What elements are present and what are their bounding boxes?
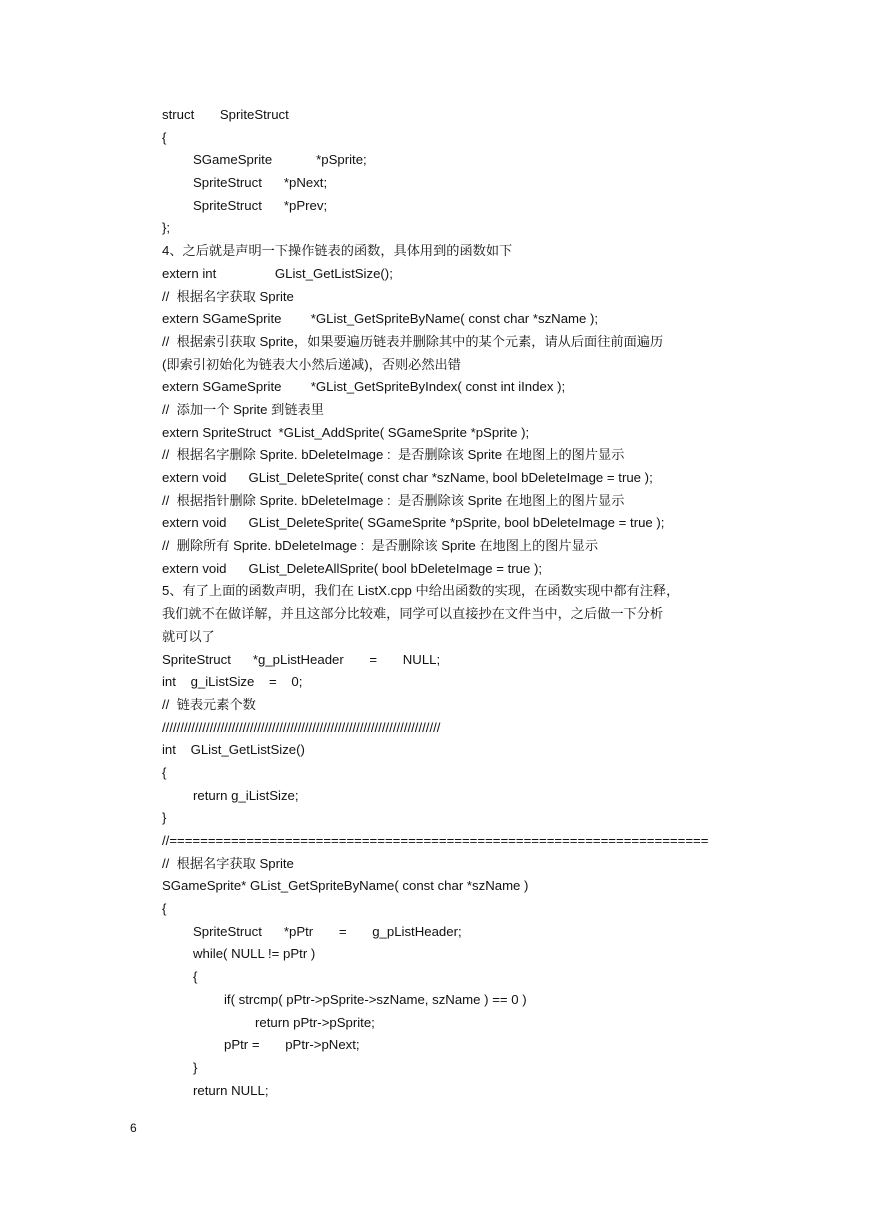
code-line: extern void GList_DeleteAllSprite( bool bDeleteImage = true );: [162, 560, 543, 576]
text-line: 就可以了: [162, 628, 215, 644]
code-line: if( strcmp( pPtr->pSprite->szName, szName ) == 0 ): [224, 991, 527, 1007]
code-line: while( NULL != pPtr ): [193, 946, 316, 962]
code-line: extern void GList_DeleteSprite( SGameSprite *pSprite, bool bDeleteImage = true );: [162, 515, 665, 531]
text-line: 4、之后就是声明一下操作链表的函数，具体用到的函数如下: [162, 243, 513, 259]
code-line: int g_iListSize = 0;: [162, 674, 303, 690]
code-line: extern void GList_DeleteSprite( const char *szName, bool bDeleteImage = true );: [162, 470, 653, 485]
code-line: }: [193, 1059, 198, 1075]
code-line: }: [162, 810, 167, 826]
comment-line: (即索引初始化为链表大小然后递减)，否则必然出错: [162, 356, 461, 372]
document-body: [162, 104, 762, 1102]
comment-line: // 根据名字删除 Sprite. bDeleteImage : 是否删除该 Sprite 在地图上的图片显示: [162, 447, 625, 463]
code-line: extern int GList_GetListSize();: [162, 265, 393, 281]
code-line: return pPtr->pSprite;: [255, 1014, 375, 1030]
code-line: {: [193, 969, 198, 985]
page-number: 6: [130, 1121, 137, 1135]
code-line: extern SGameSprite *GList_GetSpriteByName( const char *szName );: [162, 311, 599, 327]
code-line: SpriteStruct *pPtr = g_pListHeader;: [193, 923, 462, 939]
separator-line: ////////////////////////////////////////////////////////////////////////////: [162, 719, 441, 735]
code-line: SpriteStruct *g_pListHeader = NULL;: [162, 651, 441, 667]
comment-line: // 根据索引获取 Sprite，如果要遍历链表并删除其中的某个元素，请从后面往前面遍历: [162, 333, 664, 349]
code-line: return NULL;: [193, 1082, 269, 1098]
comment-line: // 删除所有 Sprite. bDeleteImage : 是否删除该 Sprite 在地图上的图片显示: [162, 538, 599, 554]
code-line: SpriteStruct *pNext;: [193, 175, 328, 191]
text-line: 5、有了上面的函数声明，我们在 ListX.cpp 中给出函数的实现，在函数实现中都有注释，: [162, 583, 680, 599]
comment-line: // 链表元素个数: [162, 696, 256, 712]
code-line: SGameSprite *pSprite;: [193, 152, 367, 168]
code-line: int GList_GetListSize(): [162, 742, 305, 758]
code-line: pPtr = pPtr->pNext;: [224, 1037, 360, 1053]
comment-line: // 根据名字获取 Sprite: [162, 855, 294, 871]
separator-line: //======================================================================: [162, 833, 709, 848]
code-line: };: [162, 220, 171, 236]
code-line: SGameSprite* GList_GetSpriteByName( const char *szName ): [162, 878, 529, 894]
text-line: 我们就不在做详解，并且这部分比较难，同学可以直接抄在文件当中，之后做一下分析: [162, 606, 664, 622]
code-line: extern SGameSprite *GList_GetSpriteByIndex( const int iIndex );: [162, 379, 566, 395]
comment-line: // 根据指针删除 Sprite. bDeleteImage : 是否删除该 Sprite 在地图上的图片显示: [162, 492, 625, 508]
code-line: SpriteStruct *pPrev;: [193, 197, 328, 213]
code-line: extern SpriteStruct *GList_AddSprite( SGameSprite *pSprite );: [162, 424, 530, 440]
code-line: {: [162, 129, 167, 145]
code-line: {: [162, 901, 167, 917]
code-line: return g_iListSize;: [193, 787, 299, 803]
comment-line: // 根据名字获取 Sprite: [162, 288, 294, 304]
code-line: struct SpriteStruct: [162, 107, 289, 122]
comment-line: // 添加一个 Sprite 到链表里: [162, 401, 324, 417]
code-line: {: [162, 764, 167, 780]
